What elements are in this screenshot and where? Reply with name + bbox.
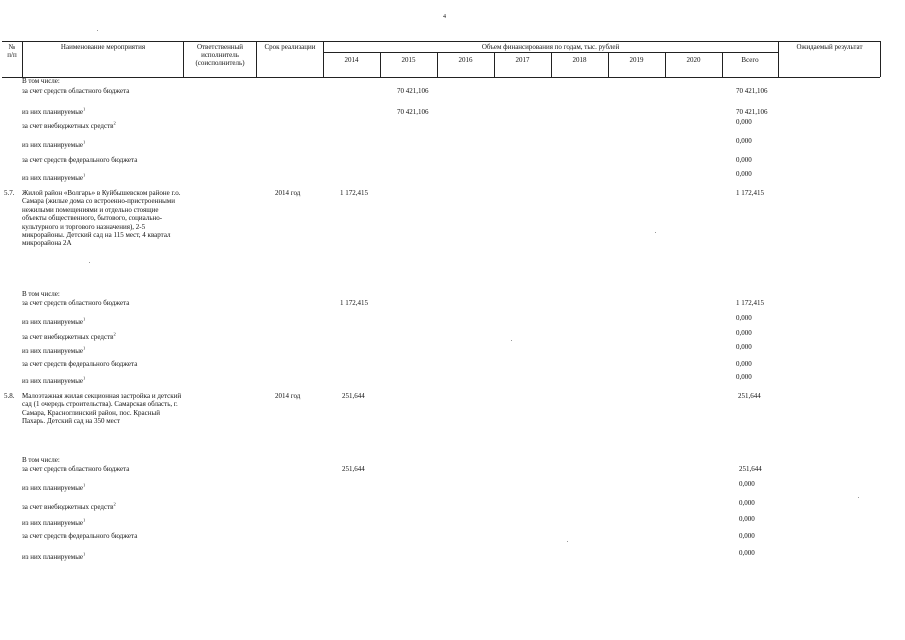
funding-row-label	[22, 347, 85, 355]
funding-value-total: 0,000	[736, 329, 752, 337]
item-term: 2014 год	[275, 189, 301, 197]
funding-row-text: за счет средств федерального бюджета	[22, 156, 138, 164]
scan-speck	[655, 232, 656, 233]
funding-row-label	[22, 156, 137, 164]
funding-value-total: 0,000	[736, 314, 752, 322]
funding-value-total: 0,000	[739, 532, 755, 540]
item-total-value: 1 172,415	[736, 189, 764, 197]
footnote-marker: 1	[83, 345, 86, 351]
footnote-marker: 1	[83, 551, 86, 557]
header-col-name: Наименование мероприятия	[60, 43, 146, 51]
item-total-value: 251,644	[738, 392, 761, 400]
funding-row-label	[22, 141, 85, 149]
funding-row-text: из них планируемые	[22, 318, 84, 326]
header-year-2017: 2017	[515, 56, 530, 64]
item-number: 5.8.	[4, 392, 15, 400]
header-year-2014: 2014	[344, 56, 359, 64]
funding-value-total: 251,644	[739, 465, 762, 473]
header-top-border	[2, 41, 880, 42]
header-col-funding: Объем финансирования по годам, тыс. рублей	[481, 43, 620, 51]
funding-row-text: из них планируемые	[22, 108, 84, 116]
funding-value-total: 0,000	[739, 499, 755, 507]
header-col-num: № п/п	[7, 43, 17, 59]
funding-row-label	[22, 553, 85, 561]
funding-row-label	[22, 456, 60, 464]
scan-speck	[858, 497, 859, 498]
funding-value-total: 0,000	[739, 549, 755, 557]
header-year-2016: 2016	[458, 56, 473, 64]
item-2014-value: 1 172,415	[340, 189, 368, 197]
header-col-term: Срок реализации	[264, 43, 316, 51]
scan-speck	[567, 541, 568, 542]
funding-row-text: за счет внебюджетных средств	[22, 333, 114, 341]
funding-row-text: из них планируемые	[22, 519, 84, 527]
header-year-2015: 2015	[401, 56, 416, 64]
funding-row-label	[22, 465, 129, 473]
funding-row-text: за счет средств областного бюджета	[22, 299, 130, 307]
funding-value-total: 0,000	[736, 137, 752, 145]
funding-value-v2014: 1 172,415	[340, 299, 368, 307]
item-name: Малоэтажная жилая секционная застройка и детский сад (1 очередь строительства). Самарская область, г. Самара, Красноглинский район, пос. Красный Пахарь. Детский сад на 350 мест	[22, 392, 182, 426]
funding-row-label	[22, 299, 129, 307]
funding-row-text: В том числе:	[22, 77, 60, 85]
funding-value-total: 0,000	[736, 343, 752, 351]
funding-row-text: за счет средств федерального бюджета	[22, 532, 138, 540]
scan-speck	[89, 262, 90, 263]
funding-row-text: из них планируемые	[22, 174, 84, 182]
page-number: 4	[443, 14, 446, 20]
item-term: 2014 год	[275, 392, 301, 400]
header-year-total: Всего	[741, 56, 759, 64]
item-name: Жилой район «Волгарь» в Куйбышевском районе г.о. Самара (жилые дома со встроенно-пристроенными нежилыми помещениями и отдельно стоящие объекты общественного, бытового, социально-культурного и торгового назначения), 2-5 микрорайоны. Детский сад на 115 мест, 4 квартал микрорайона 2А	[22, 189, 181, 248]
funding-row-text: за счет внебюджетных средств	[22, 503, 114, 511]
funding-value-total: 0,000	[736, 360, 752, 368]
funding-value-v2015: 70 421,106	[397, 87, 429, 95]
funding-value-total: 0,000	[736, 373, 752, 381]
item-2014-value: 251,644	[342, 392, 365, 400]
funding-value-total: 70 421,106	[736, 87, 768, 95]
header-col-result: Ожидаемый результат	[796, 43, 863, 51]
funding-row-text: из них планируемые	[22, 141, 84, 149]
header-col-divider	[880, 41, 881, 77]
funding-value-v2014: 251,644	[342, 465, 365, 473]
footnote-marker: 2	[113, 120, 116, 126]
funding-value-total: 0,000	[736, 170, 752, 178]
funding-row-text: из них планируемые	[22, 553, 84, 561]
funding-row-label	[22, 484, 85, 492]
funding-row-label	[22, 519, 85, 527]
header-col-executor: Ответственный исполнитель (соисполнитель)	[195, 43, 245, 67]
funding-row-text: за счет средств федерального бюджета	[22, 360, 138, 368]
funding-row-label	[22, 333, 116, 341]
footnote-marker: 1	[83, 482, 86, 488]
header-year-2018: 2018	[572, 56, 587, 64]
header-year-2020: 2020	[686, 56, 701, 64]
funding-row-label	[22, 108, 85, 116]
footnote-marker: 2	[113, 501, 116, 507]
header-year-2019: 2019	[629, 56, 644, 64]
funding-row-label	[22, 87, 129, 95]
scan-speck	[511, 340, 512, 341]
funding-row-label	[22, 174, 85, 182]
funding-row-label	[22, 318, 85, 326]
funding-row-label	[22, 503, 116, 511]
footnote-marker: 1	[83, 172, 86, 178]
funding-row-label	[22, 377, 85, 385]
scan-speck	[97, 30, 98, 31]
funding-row-text: за счет внебюджетных средств	[22, 122, 114, 130]
footnote-marker: 1	[83, 517, 86, 523]
funding-row-label	[22, 360, 137, 368]
funding-value-total: 0,000	[736, 118, 752, 126]
header-bottom-border	[2, 77, 880, 78]
funding-row-label	[22, 290, 60, 298]
footnote-marker: 1	[83, 106, 86, 112]
footnote-marker: 1	[83, 139, 86, 145]
footnote-marker: 2	[113, 331, 116, 337]
funding-row-label	[22, 77, 60, 85]
funding-value-total: 0,000	[736, 156, 752, 164]
header-col-divider	[183, 41, 184, 77]
funding-value-total: 0,000	[739, 515, 755, 523]
item-number: 5.7.	[4, 189, 15, 197]
funding-row-text: из них планируемые	[22, 484, 84, 492]
funding-value-total: 70 421,106	[736, 108, 768, 116]
funding-row-text: за счет средств областного бюджета	[22, 87, 130, 95]
footnote-marker: 1	[83, 375, 86, 381]
funding-value-v2015: 70 421,106	[397, 108, 429, 116]
funding-row-label	[22, 532, 137, 540]
funding-row-text: В том числе:	[22, 456, 60, 464]
footnote-marker: 1	[83, 316, 86, 322]
funding-value-total: 0,000	[739, 480, 755, 488]
funding-row-text: из них планируемые	[22, 347, 84, 355]
funding-row-text: В том числе:	[22, 290, 60, 298]
funding-row-text: из них планируемые	[22, 377, 84, 385]
funding-value-total: 1 172,415	[736, 299, 764, 307]
funding-row-text: за счет средств областного бюджета	[22, 465, 130, 473]
funding-row-label	[22, 122, 116, 130]
